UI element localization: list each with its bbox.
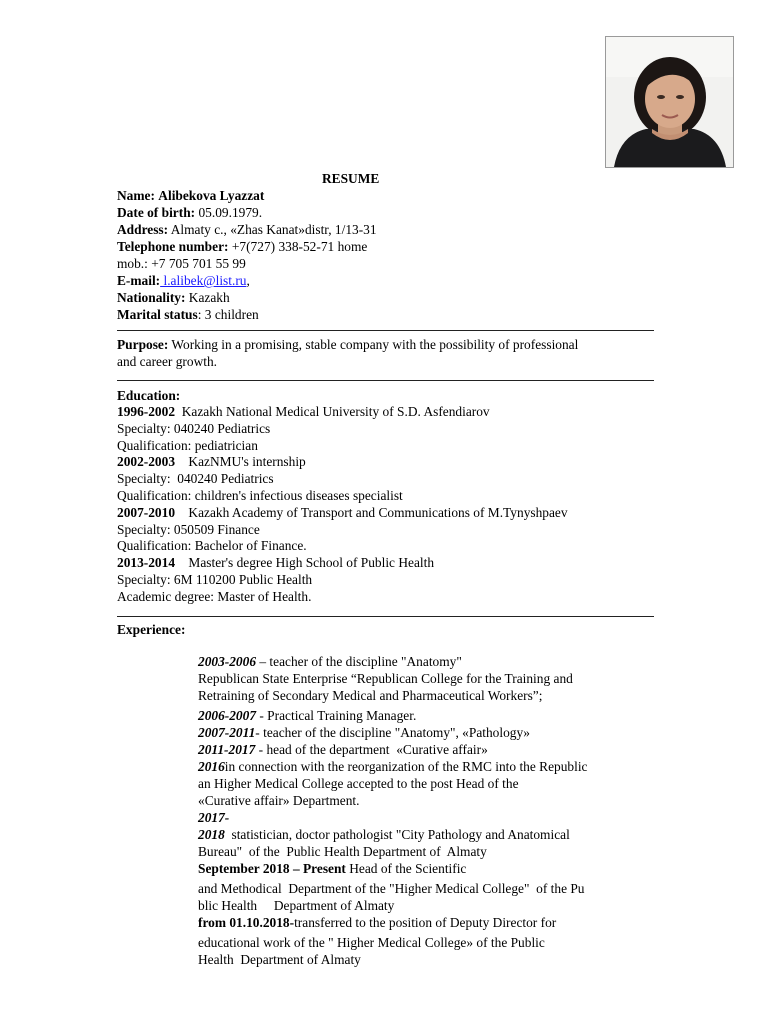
education-heading: Education: [117, 388, 181, 403]
experience-item: blic Health Department of Almaty [198, 898, 395, 913]
education-item: 1996-2002 Kazakh National Medical University of S.D. Asfendiarov [117, 404, 490, 419]
profile-photo [605, 36, 734, 168]
experience-item: 2017- [198, 810, 230, 825]
education-item: Specialty: 050509 Finance [117, 521, 260, 537]
experience-item: Bureau" of the Public Health Department of Almaty [198, 844, 487, 859]
education-item: Qualification: pediatrician [117, 437, 258, 453]
experience-item: 2007-2011- teacher of the discipline "Anatomy", «Pathology» [198, 725, 530, 740]
marital-line: Marital status: 3 children [117, 307, 259, 322]
education-item: Qualification: Bachelor of Finance. [117, 538, 307, 554]
experience-item: Republican State Enterprise “Republican College for the Training and [198, 671, 573, 686]
divider [117, 330, 654, 331]
experience-item: «Curative affair» Department. [198, 793, 360, 808]
nationality-line: Nationality: Kazakh [117, 290, 230, 305]
experience-item: 2018 statistician, doctor pathologist "City Pathology and Anatomical [198, 827, 570, 842]
dob-line: Date of birth: 05.09.1979. [117, 205, 263, 220]
experience-item: Retraining of Secondary Medical and Pharmaceutical Workers”; [198, 688, 543, 703]
experience-item: from 01.10.2018-transferred to the position of Deputy Director for [198, 915, 557, 930]
name-line: Name: Alibekova Lyazzat [117, 188, 265, 203]
experience-item: 2006-2007 - Practical Training Manager. [198, 708, 417, 723]
experience-item: and Methodical Department of the "Higher Medical College" of the Pu [198, 881, 585, 896]
education-item: 2007-2010 Kazakh Academy of Transport and Communications of M.Tynyshpaev [117, 504, 568, 520]
email-line: E-mail: l.alibek@list.ru, [117, 273, 250, 288]
experience-heading: Experience: [117, 622, 186, 637]
purpose-line-2: and career growth. [117, 354, 218, 369]
experience-item: 2003-2006 – teacher of the discipline "Anatomy" [198, 654, 462, 669]
education-item: Specialty: 040240 Pediatrics [117, 420, 271, 436]
experience-item: Health Department of Almaty [198, 952, 361, 967]
education-item: Academic degree: Master of Health. [117, 588, 312, 604]
education-item: Specialty: 040240 Pediatrics [117, 471, 274, 487]
divider [117, 616, 654, 617]
mobile-line: mob.: +7 705 701 55 99 [117, 256, 246, 271]
education-item: 2013-2014 Master's degree High School of Public Health [117, 555, 435, 571]
email-link[interactable]: l.alibek@list.ru [160, 273, 247, 288]
phone-line: Telephone number: +7(727) 338-52-71 home [117, 239, 368, 254]
experience-item: 2011-2017 - head of the department «Curative affair» [198, 742, 488, 757]
experience-item: educational work of the " Higher Medical College» of the Public [198, 935, 545, 950]
education-item: Qualification: children's infectious diseases specialist [117, 488, 403, 503]
education-item: 2002-2003 KazNMU's internship [117, 454, 306, 470]
resume-title: RESUME [322, 171, 380, 186]
purpose-line-1: Purpose: Working in a promising, stable company with the possibility of professional [117, 337, 579, 352]
experience-item: an Higher Medical College accepted to the post Head of the [198, 776, 519, 791]
experience-item: September 2018 – Present Head of the Scientific [198, 861, 467, 876]
divider [117, 380, 654, 381]
address-line: Address: Almaty c., «Zhas Kanat»distr, 1/13-31 [117, 222, 377, 237]
experience-item: 2016in connection with the reorganization of the RMC into the Republic [198, 759, 588, 774]
education-item: Specialty: 6M 110200 Public Health [117, 572, 313, 587]
portrait-image [606, 37, 733, 167]
